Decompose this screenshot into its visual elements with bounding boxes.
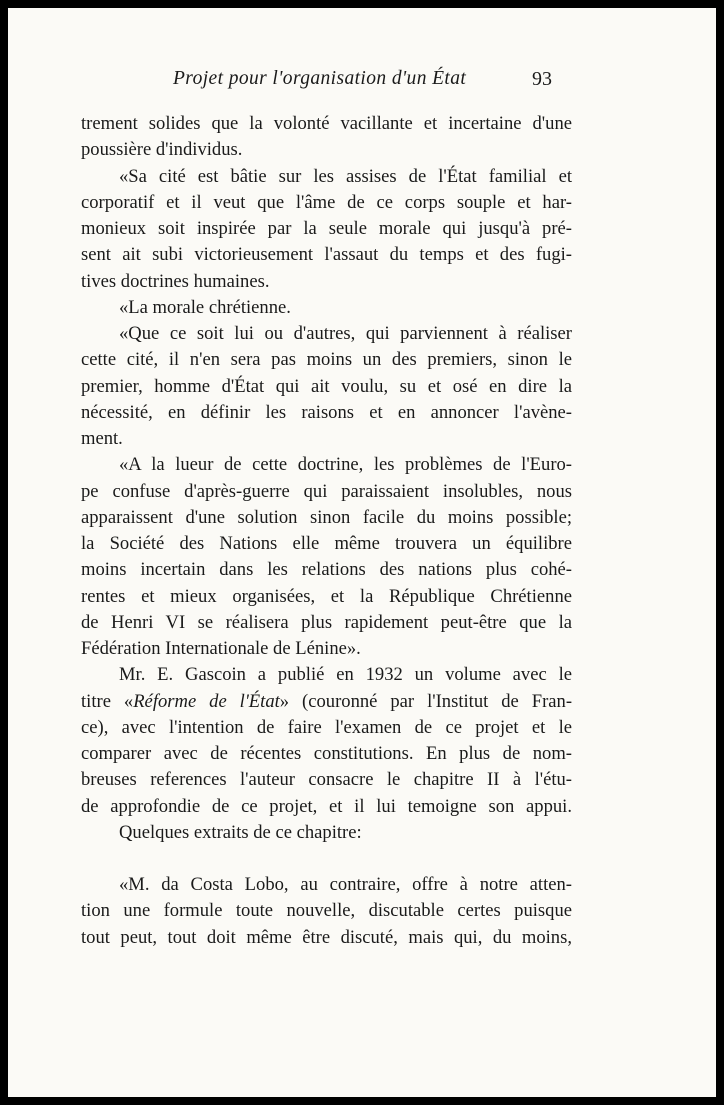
text-line: ce), avec l'intention de faire l'examen de ce projet et le [81,716,572,738]
text-line: premier, homme d'État qui ait voulu, su et osé en dire la [81,375,572,397]
text-line: «Que ce soit lui ou d'autres, qui parviennent à réaliser [119,323,572,344]
text-line: nécessité, en définir les raisons et en annoncer l'avène- [81,401,572,423]
text-line: «M. da Costa Lobo, au contraire, offre à notre atten- [119,874,572,895]
text-line: corporatif et il veut que l'âme de ce corps souple et har- [81,191,572,213]
text-segment: titre « [81,690,134,712]
body-text [81,111,572,951]
text-line: apparaissent d'une solution sinon facile du moins possible; [81,506,572,528]
text-line: tives doctrines humaines. [81,270,270,292]
running-title: Projet pour l'organisation d'un État [173,68,467,89]
text-line: poussière d'individus. [81,139,243,161]
page-number: 93 [532,68,552,90]
text-line: Fédération Internationale de Lénine». [81,638,361,659]
text-line: breuses references l'auteur consacre le chapitre II à l'étu- [81,769,572,791]
text-line: «La morale chrétienne. [119,296,291,318]
text-line: moins incertain dans les relations des nations plus cohé- [81,559,572,581]
paragraph-gap [81,846,572,872]
book-title-italic: Réforme de l'État [133,690,280,712]
text-line: monieux soit inspirée par la seule morale qui jusqu'à pré- [81,218,572,239]
text-line: cette cité, il n'en sera pas moins un des premiers, sinon le [81,349,572,371]
text-line: ment. [81,428,123,449]
text-line: tout peut, tout doit même être discuté, mais qui, du moins, [81,926,572,948]
text-line: Mr. E. Gascoin a publié en 1932 un volume avec le [119,664,572,686]
text-line: pe confuse d'après-guerre qui paraissaient insolubles, nous [81,480,572,502]
text-line: trement solides que la volonté vacillante et incertaine d'une [81,113,572,134]
text-segment: » (couronné par l'Institut de Fran- [279,690,573,712]
text-line: de Henri VI se réalisera plus rapidement peut-être que la [81,611,572,633]
text-line: comparer avec de récentes constitutions. En plus de nom- [81,743,572,764]
text-line: sent ait subi victorieusement l'assaut du temps et des fugi- [81,244,572,266]
text-line: la Société des Nations elle même trouvera un équilibre [81,533,572,554]
text-line: de approfondie de ce projet, et il lui temoigne son appui. [81,795,572,817]
text-line: Quelques extraits de ce chapitre: [119,821,362,843]
text-line: «A la lueur de cette doctrine, les problèmes de l'Euro- [119,454,572,476]
text-line: «Sa cité est bâtie sur les assises de l'État familial et [119,165,572,187]
book-page [8,8,716,1097]
text-line: rentes et mieux organisées, et la République Chrétienne [81,585,572,607]
page-header [8,68,716,98]
text-line: tion une formule toute nouvelle, discutable certes puisque [81,900,572,922]
text-line [81,689,572,715]
